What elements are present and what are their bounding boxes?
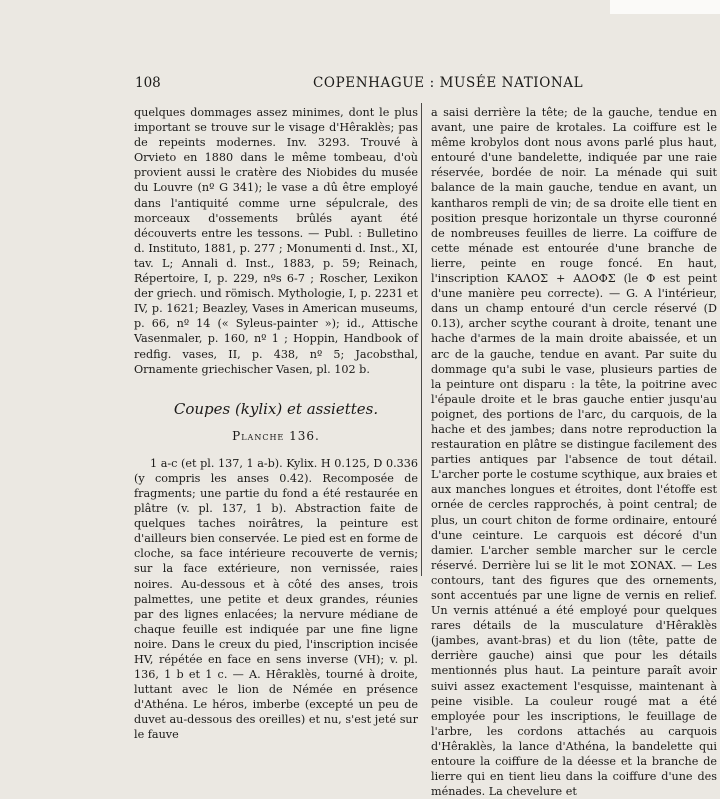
running-head: COPENHAGUE : MUSÉE NATIONAL <box>313 75 584 91</box>
right-column <box>431 105 717 799</box>
column-divider <box>421 103 422 576</box>
left-paragraph-2: 1 a-c (et pl. 137, 1 a-b). Kylix. H 0.125, D 0.336 (y compris les anses 0.42). Recomposée de fragments; une partie du fond a été restaurée en plâtre (v. pl. 137, 1 b). Abstraction faite de quelques taches noirâtres, la peinture est d'ailleurs bien conservée. Le pied est en forme de cloche, sa face intérieure recouverte de vernis; sur la face extérieure, non vernissée, raies noires. Au-dessous et à côté des anses, trois palmettes, une petite et deux grandes, réunies par des lignes enlacées; la nervure médiane de chaque feuille est indiquée par une fine ligne noire. Dans le creux du pied, l'inscription incisée ΗV, répétée en face en sens inverse (VΗ); v. pl. 136, 1 b et 1 c. — A. Hêraklès, tourné à droite, luttant avec le lion de Némée en présence d'Athéna. Le héros, imberbe (excepté un peu de duvet au-dessous des oreilles) et nu, s'est jeté sur le fauve <box>134 456 418 742</box>
page-header <box>0 75 720 95</box>
plate-title: Planche 136. <box>232 428 320 443</box>
section-title: Coupes (kylix) et assiettes. <box>173 399 379 418</box>
right-paragraph-1: a saisi derrière la tête; de la gauche, tendue en avant, une paire de krotales. La coiffure est le même krobylos dont nous avons parlé plus haut, entouré d'une bandelette, indiquée par une raie réservée, bordée de noir. La ménade qui suit balance de la main gauche, tendue en avant, un kantharos rempli de vin; de sa droite elle tient en position presque horizontale un thyrse couronné de nombreuses feuilles de lierre. La coiffure de cette ménade est entourée d'une branche de lierre, peinte en rouge foncé. En haut, l'inscription ΚΑΛΟΣ + ΑΔΟΦΣ (le Φ est peint d'une manière peu correcte). — G. A l'intérieur, dans un champ entouré d'un cercle réservé (D 0.13), archer scythe courant à droite, tenant une hache d'armes de la main droite abaissée, et un arc de la gauche, tendue en avant. Par suite du dommage qu'a subi le vase, plusieurs parties de la peinture ont disparu : la tête, la poitrine avec l'épaule droite et le bras gauche entier jusqu'au poignet, des portions de l'arc, du carquois, de la hache et des jambes; dans notre reproduction la restauration en plâtre se distingue facilement des parties antiques par l'absence de tout détail. L'archer porte le costume scythique, aux braies et aux manches longues et étroites, dont l'étoffe est ornée de cercles rapprochés, à point central; de plus, un court chiton de forme ordinaire, entouré d'une ceinture. Le carquois est décoré d'un damier. L'archer semble marcher sur le cercle réservé. Derrière lui se lit le mot ΣΟΝΑΧ. — Les contours, tant des figures que des ornements, sont accentués par une ligne de vernis en relief. Un vernis atténué a été employé pour quelques rares détails de la musculature d'Hêraklès (jambes, avant-bras) et du lion (tête, patte de derrière gauche) ainsi que pour les détails mentionnés plus haut. La peinture paraît avoir suivi assez exactement l'esquisse, maintenant à peine visible. La couleur rougé mat a été employée pour les inscriptions, le feuillage de l'arbre, les cordons attachés au carquois d'Hêraklès, la lance d'Athéna, la bandelette qui entoure la coiffure de la déesse et la branche de lierre qui en tient lieu dans la coiffure d'une des ménades. La chevelure et <box>431 106 717 799</box>
page-corner-fold <box>610 0 720 14</box>
left-paragraph-1: quelques dommages assez minimes, dont le plus important se trouve sur le visage d'Hêraklès; pas de repeints modernes. Inv. 3293. Trouvé à Orvieto en 1880 dans le même tombeau, d'où provient aussi le cratère des Niobides du musée du Louvre (nº G 341); le vase a dû être employé dans l'antiquité comme urne sépulcrale, des morceaux d'ossements brûlés ayant été découverts entre les tessons. — Publ. : Bulletino d. Instituto, 1881, p. 277 ; Monumenti d. Inst., XI, tav. L; Annali d. Inst., 1883, p. 59; Reinach, Répertoire, I, p. 229, nºs 6-7 ; Roscher, Lexikon der griech. und römisch. Mythologie, I, p. 2231 et IV, p. 1621; Beazley, Vases in American museums, p. 66, nº 14 (« Syleus-painter »); id., Attische Vasenmaler, p. 160, nº 1 ; Hoppin, Handbook of redfig. vases, II, p. 438, nº 5; Jacobsthal, Ornamente griechischer Vasen, pl. 102 b. <box>134 106 418 376</box>
left-column <box>134 105 418 743</box>
page-number: 108 <box>135 75 161 91</box>
